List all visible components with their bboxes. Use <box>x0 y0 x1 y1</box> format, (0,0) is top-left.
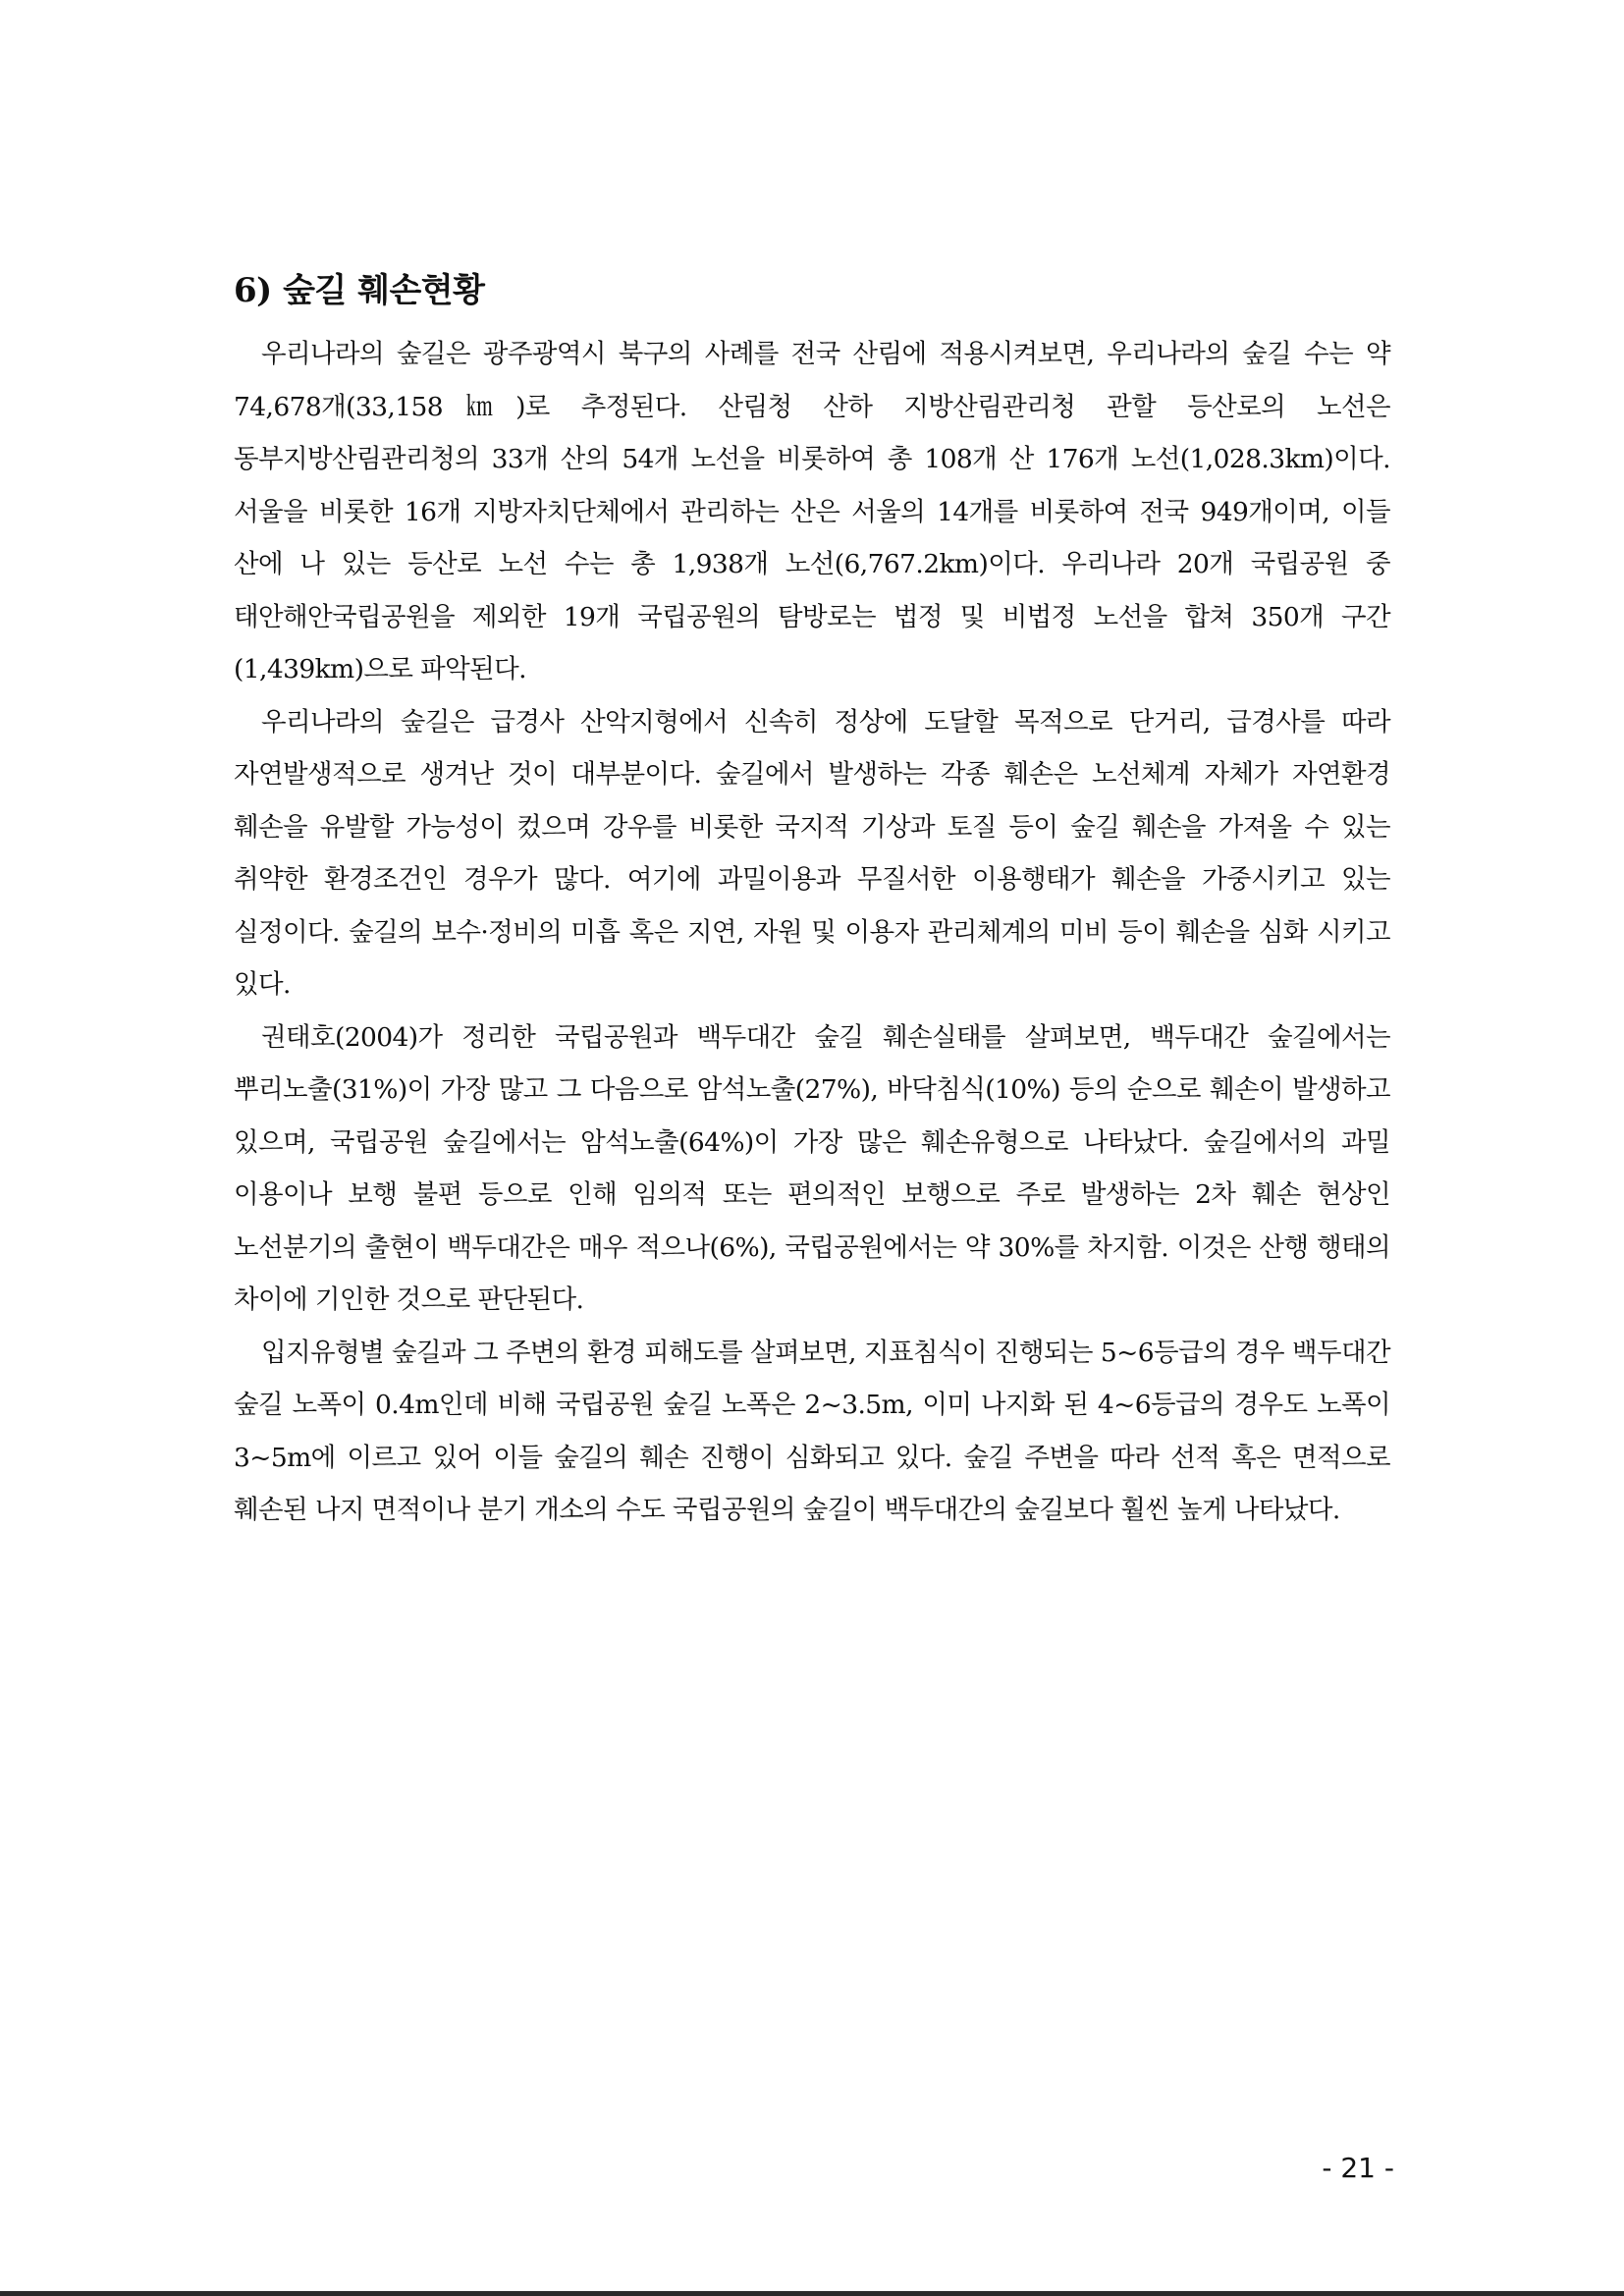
paragraph-trail-width: 입지유형별 숲길과 그 주변의 환경 피해도를 살펴보면, 지표침식이 진행되는 5~6등급의 경우 백두대간 숲길 노폭이 0.4m인데 비해 국립공원 숲길 노폭은 2~3.5m, 이미 나지화 된 4~6등급의 경우도 노폭이 3~5m에 이르고 있어 이들 숲길의 훼손 진행이 심화되고 있다. 숲길 주변을 따라 선적 혹은 면적으로 훼손된 나지 면적이나 분기 개소의 수도 국립공원의 숲길이 백두대간의 숲길보다 훨씬 높게 나타났다. <box>234 1337 1390 1525</box>
paragraph-damage-causes: 우리나라의 숲길은 급경사 산악지형에서 신속히 정상에 도달할 목적으로 단거리, 급경사를 따라 자연발생적으로 생겨난 것이 대부분이다. 숲길에서 발생하는 각종 훼손은 노선체계 자체가 자연환경 훼손을 유발할 가능성이 컸으며 강우를 비롯한 국지적 기상과 토질 등이 숲길 훼손을 가져올 수 있는 취약한 환경조건인 경우가 많다. 여기에 과밀이용과 무질서한 이용행태가 훼손을 가중시키고 있는 실정이다. 숲길의 보수·정비의 미흡 혹은 지연, 자원 및 이용자 관리체계의 미비 등이 훼손을 심화 시키고 있다. <box>234 706 1390 1000</box>
page-bottom-rule <box>0 2291 1624 2296</box>
section-heading: 6) 숲길 훼손현황 <box>234 271 485 310</box>
page-number: - 21 - <box>1322 2152 1394 2184</box>
page-body <box>234 267 1390 1537</box>
paragraph-damage-survey: 권태호(2004)가 정리한 국립공원과 백두대간 숲길 훼손실태를 살펴보면, 백두대간 숲길에서는 뿌리노출(31%)이 가장 많고 그 다음으로 암석노출(27%), 바닥침식(10%) 등의 순으로 훼손이 발생하고 있으며, 국립공원 숲길에서는 암석노출(64%)이 가장 많은 훼손유형으로 나타났다. 숲길에서의 과밀 이용이나 보행 불편 등으로 인해 임의적 또는 편의적인 보행으로 주로 발생하는 2차 훼손 현상인 노선분기의 출현이 백두대간은 매우 적으나(6%), 국립공원에서는 약 30%를 차지함. 이것은 산행 행태의 차이에 기인한 것으로 판단된다. <box>234 1021 1390 1315</box>
paragraph-trail-count: 우리나라의 숲길은 광주광역시 북구의 사례를 전국 산림에 적용시켜보면, 우리나라의 숲길 수는 약 74,678개(33,158㎞)로 추정된다. 산림청 산하 지방산림관리청 관할 등산로의 노선은 동부지방산림관리청의 33개 산의 54개 노선을 비롯하여 총 108개 산 176개 노선(1,028.3km)이다. 서울을 비롯한 16개 지방자치단체에서 관리하는 산은 서울의 14개를 비롯하여 전국 949개이며, 이들 산에 나 있는 등산로 노선 수는 총 1,938개 노선(6,767.2km)이다. 우리나라 20개 국립공원 중 태안해안국립공원을 제외한 19개 국립공원의 탐방로는 법정 및 비법정 노선을 합쳐 350개 구간(1,439km)으로 파악된다. <box>234 339 1390 684</box>
